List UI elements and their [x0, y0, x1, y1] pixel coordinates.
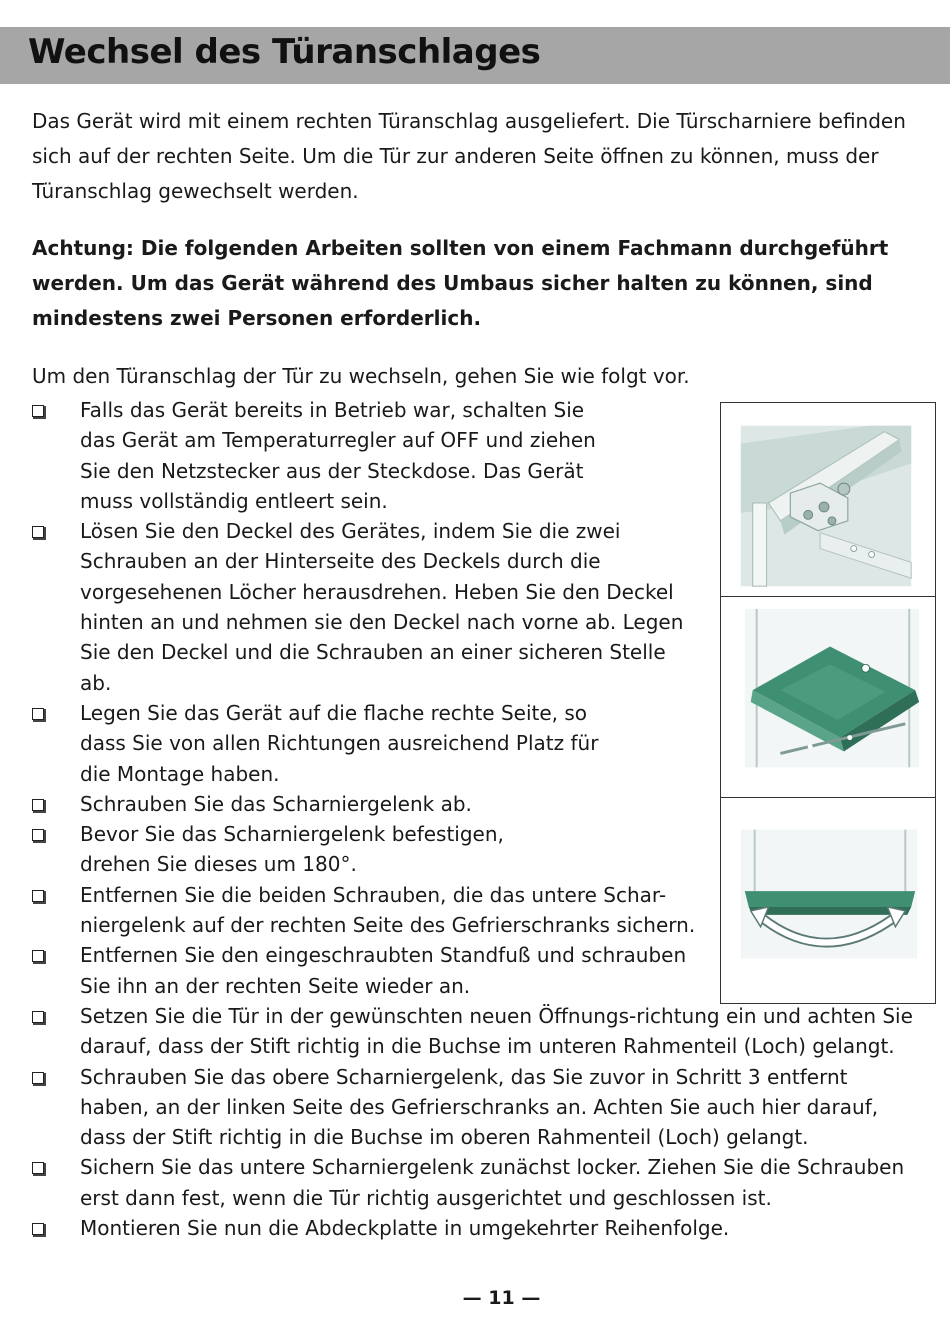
checkbox-bullet-icon [32, 829, 44, 841]
list-item: Setzen Sie die Tür in der gewünschten neuen Öffnungs-richtung ein und achten Sie darauf, dass der Stift richtig in die Buchse im unteren Rahmenteil (Loch) gelangt. [0, 1001, 950, 1062]
warning-paragraph: Achtung: Die folgenden Arbeiten sollten von einem Fachmann durchgeführt werden. Um das Gerät während des Umbaus sicher halten zu können, sind mindestens zwei Personen erforderlich. [32, 236, 889, 330]
hinge-top-illustration [721, 403, 935, 596]
checkbox-bullet-icon [32, 405, 44, 417]
list-item: Legen Sie das Gerät auf die flache rechte Seite, so dass Sie von allen Richtungen ausreichend Platz für die Montage haben. [0, 698, 950, 789]
lead-paragraph: Um den Türanschlag der Tür zu wechseln, gehen Sie wie folgt vor. [32, 364, 690, 388]
checkbox-bullet-icon [32, 1162, 44, 1174]
checkbox-bullet-icon [32, 890, 44, 902]
checkbox-bullet-icon [32, 526, 44, 538]
list-item: Schrauben Sie das obere Scharniergelenk, das Sie zuvor in Schritt 3 entfernt haben, an der linken Seite des Gefrierschranks an. Achten Sie auch hier darauf, dass der Stift richtig in die Buchse im oberen Rahmenteil (Loch) gelangt. [0, 1062, 950, 1153]
list-item: Montieren Sie nun die Abdeckplatte in umgekehrter Reihenfolge. [0, 1213, 950, 1243]
title-bar [0, 27, 950, 84]
checkbox-bullet-icon [32, 1072, 44, 1084]
illustration-frame [720, 402, 936, 1004]
figure-divider [721, 596, 935, 597]
list-item: Falls das Gerät bereits in Betrieb war, schalten Sie das Gerät am Temperaturregler auf OFF und ziehen Sie den Netzstecker aus der Steckdose. Das Gerät muss vollständig entleert sein. [0, 395, 950, 516]
figure-divider [721, 797, 935, 798]
list-item: Sichern Sie das untere Scharniergelenk zunächst locker. Ziehen Sie die Schrauben erst dann fest, wenn die Tür richtig ausgerichtet und geschlossen ist. [0, 1152, 950, 1213]
checkbox-bullet-icon [32, 1223, 44, 1235]
intro-paragraph: Das Gerät wird mit einem rechten Türanschlag ausgeliefert. Die Türscharniere befinden sich auf der rechten Seite. Um die Tür zur anderen Seite öffnen zu können, muss der Türanschlag gewechselt werden. [32, 109, 906, 203]
list-item: Entfernen Sie den eingeschraubten Standfuß und schrauben Sie ihn an der rechten Seite wieder an. [0, 940, 950, 1001]
page-number: — 11 — [462, 1287, 541, 1309]
list-item: Bevor Sie das Scharniergelenk befestigen, drehen Sie dieses um 180°. [0, 819, 950, 880]
checkbox-bullet-icon [32, 708, 44, 720]
checkbox-bullet-icon [32, 799, 44, 811]
hinge-plate-illustration [721, 598, 935, 798]
list-item: Lösen Sie den Deckel des Gerätes, indem Sie die zwei Schrauben an der Hinterseite des Deckels durch die vorgesehenen Löcher herausdrehen. Heben Sie den Deckel hinten an und nehmen sie den Deckel nach vorne ab. Legen Sie den Deckel und die Schrauben an einer sicheren Stelle ab. [0, 516, 950, 698]
page-title: Wechsel des Türanschlages [28, 32, 541, 72]
list-item: Schrauben Sie das Scharniergelenk ab. [0, 789, 950, 819]
checkbox-bullet-icon [32, 950, 44, 962]
checkbox-bullet-icon [32, 1011, 44, 1023]
hinge-rotate-illustration [721, 799, 935, 1003]
list-item: Entfernen Sie die beiden Schrauben, die das untere Schar-niergelenk auf der rechten Seite des Gefrierschranks sichern. [0, 880, 950, 941]
